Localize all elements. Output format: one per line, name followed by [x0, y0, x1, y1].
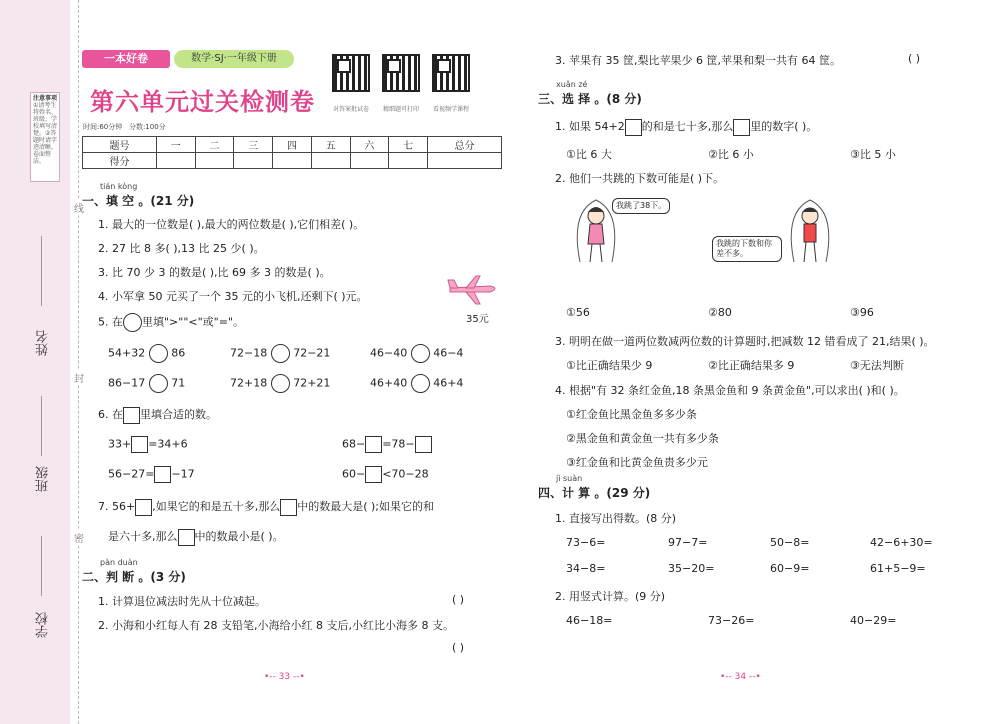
answer-circle[interactable]: [123, 313, 142, 332]
calc-item: 73−26=: [708, 614, 755, 627]
equation-part: −17: [171, 467, 195, 481]
calc-item: 40−29=: [850, 614, 897, 627]
compare-right: 72−21: [293, 346, 331, 360]
calc-item: 73−6=: [566, 536, 606, 549]
answer-circle[interactable]: [411, 374, 430, 393]
option[interactable]: ③无法判断: [850, 359, 904, 372]
answer-circle[interactable]: [411, 344, 430, 363]
question-7-text: 是六十多,那么: [108, 530, 178, 543]
option[interactable]: ②黑金鱼和黄金鱼一共有多少条: [566, 432, 719, 445]
binding-word-line: 线: [74, 200, 84, 215]
choice-1-text: 里的数字( )。: [750, 120, 818, 133]
calc-item: 35−20=: [668, 562, 715, 575]
compare-item: [370, 344, 463, 363]
judge-1: 1. 计算退位减法时先从十位减起。: [98, 595, 266, 608]
brand-badge: 一本好卷: [82, 50, 170, 68]
fill-equation: [108, 436, 188, 453]
time-limit: 时间:60分钟: [83, 123, 123, 131]
qr-caption: 对答案批试卷: [332, 106, 369, 113]
calc-item: 97−7=: [668, 536, 708, 549]
choice-4: 4. 根据"有 32 条红金鱼,18 条黑金鱼和 9 条黄金鱼",可以求出( )和( )。: [555, 384, 905, 397]
section-title-calc: 四、计 算 。(29 分): [538, 486, 651, 500]
school-line: [41, 536, 42, 596]
compare-right: 72+21: [293, 376, 331, 390]
score-table-cell: 二: [195, 137, 234, 153]
fill-equation: [342, 436, 432, 453]
name-label: 姓名: [36, 330, 51, 356]
binding-dashed-line: [78, 0, 79, 724]
question-5-text: 里填">""<"或"="。: [142, 315, 245, 329]
qr-caption: 精细题可打印: [382, 106, 419, 113]
score-input-cell[interactable]: [195, 153, 234, 169]
option[interactable]: ③比 5 小: [850, 148, 896, 161]
question-1: 1. 最大的一位数是( ),最大的两位数是( ),它们相差( )。: [98, 218, 365, 231]
exam-notes: [30, 92, 60, 182]
section-pinyin: xuǎn zé: [556, 80, 588, 89]
equation-part: =78−: [382, 437, 415, 451]
score-table-row: [83, 153, 502, 169]
equation-part: 60−: [342, 467, 366, 481]
answer-box[interactable]: [123, 407, 140, 424]
score-input-cell[interactable]: [273, 153, 312, 169]
equation-part: =34+6: [148, 437, 188, 451]
total-score: 分数:100分: [128, 123, 166, 131]
score-table-cell: 七: [389, 137, 428, 153]
page-number: 33: [278, 672, 291, 682]
question-2: 2. 27 比 8 多( ),13 比 25 少( )。: [98, 242, 265, 255]
question-3: 3. 比 70 少 3 的数是( ),比 69 多 3 的数是( )。: [98, 266, 331, 279]
section-title-judge: 二、判 断 。(3 分): [82, 570, 186, 584]
exam-header: [82, 46, 502, 118]
score-table-cell: 总分: [427, 137, 501, 153]
answer-circle[interactable]: [271, 374, 290, 393]
judge-3-blank[interactable]: ( ): [908, 52, 921, 65]
question-5: [98, 313, 244, 332]
calc-item: 61+5−9=: [870, 562, 926, 575]
score-input-cell[interactable]: [427, 153, 501, 169]
calc-item: 60−9=: [770, 562, 810, 575]
score-table: [82, 136, 502, 169]
question-7-cont: [108, 528, 284, 546]
series-badge: 数学·SJ·一年级下册: [174, 50, 294, 68]
toy-plane-icon: [446, 274, 502, 308]
compare-item: [230, 374, 330, 393]
compare-left: 46+40: [370, 376, 408, 390]
score-input-cell[interactable]: [156, 153, 195, 169]
option[interactable]: ②比正确结果多 9: [708, 359, 795, 372]
exam-title: 第六单元过关检测卷: [90, 88, 315, 116]
question-6-text: 里填合适的数。: [140, 408, 217, 421]
calc-item: 42−6+30=: [870, 536, 933, 549]
notes-body: ①请考生将姓名、班级、学校填写清楚。②答题时请字迹清晰，卷面整洁。: [33, 102, 58, 165]
choice-2: 2. 他们一共跳的下数可能是( )下。: [555, 172, 725, 185]
option[interactable]: ②80: [708, 306, 732, 319]
answer-box[interactable]: [365, 436, 382, 453]
binding-word-seal: 封: [74, 370, 84, 385]
option[interactable]: ①56: [566, 306, 590, 319]
score-table-cell: 题号: [83, 137, 157, 153]
section-pinyin: tián kòng: [100, 182, 138, 191]
score-input-cell[interactable]: [234, 153, 273, 169]
page-number-right: •-- 34 --•: [720, 672, 761, 682]
score-input-cell[interactable]: [311, 153, 350, 169]
compare-left: 72−18: [230, 346, 268, 360]
score-table-cell: 一: [156, 137, 195, 153]
score-row-label: 得分: [83, 153, 157, 169]
compare-item: [230, 344, 330, 363]
judge-3: 3. 苹果有 35 筐,梨比苹果少 6 筐,苹果和梨一共有 64 筐。: [555, 54, 841, 67]
equation-part: 33+: [108, 437, 132, 451]
answer-box[interactable]: [415, 436, 432, 453]
judge-2: 2. 小海和小红每人有 28 支铅笔,小海给小红 8 支后,小红比小海多 8 支。: [98, 619, 454, 632]
choice-3: 3. 明明在做一道两位数减两位数的计算题时,把减数 12 错看成了 21,结果( )。: [555, 335, 935, 348]
compare-item: [108, 374, 185, 393]
section-pinyin: pàn duàn: [100, 558, 138, 567]
qr-caption: 看视频学课程: [432, 106, 469, 113]
name-line: [41, 236, 42, 306]
calc-item: 46−18=: [566, 614, 613, 627]
compare-right: 46+4: [433, 376, 464, 390]
option[interactable]: ①红金鱼比黑金鱼多多少条: [566, 408, 697, 421]
compare-right: 71: [171, 376, 186, 390]
score-table-head: [83, 137, 502, 153]
compare-right: 86: [171, 346, 186, 360]
question-7-text: ,如果它的和是五十多,那么: [152, 500, 281, 513]
compare-item: [108, 344, 185, 363]
answer-circle[interactable]: [271, 344, 290, 363]
qr-code-icon[interactable]: [382, 54, 420, 92]
question-5-text: 5. 在: [98, 315, 123, 329]
boy-jump-rope-icon: [780, 192, 840, 272]
compare-left: 72+18: [230, 376, 268, 390]
section-title-fill: 一、填 空 。(21 分): [82, 194, 195, 208]
answer-box[interactable]: [178, 529, 195, 546]
question-7-text: 中的数最大是( );如果它的和: [297, 500, 435, 513]
fill-equation: [108, 466, 195, 483]
question-6: [98, 406, 217, 424]
equation-part: 56−27=: [108, 467, 155, 481]
page-number-left: •-- 33 --•: [264, 672, 305, 682]
compare-left: 54+32: [108, 346, 146, 360]
qr-code-icon[interactable]: [332, 54, 370, 92]
section-pinyin: jì suàn: [556, 474, 583, 483]
class-line: [41, 396, 42, 456]
calc-item: 34−8=: [566, 562, 606, 575]
answer-box[interactable]: [733, 119, 750, 136]
answer-box[interactable]: [154, 466, 171, 483]
qr-code-icon[interactable]: [432, 54, 470, 92]
compare-right: 46−4: [433, 346, 464, 360]
calc-2: 2. 用竖式计算。(9 分): [555, 590, 666, 603]
option[interactable]: ③96: [850, 306, 874, 319]
question-7: [98, 498, 434, 516]
answer-box[interactable]: [135, 499, 152, 516]
school-label: 学校: [36, 612, 51, 638]
page-number: 34: [734, 672, 747, 682]
compare-left: 46−40: [370, 346, 408, 360]
speech-bubble-girl: 我跳了38下。: [612, 198, 670, 214]
calc-item: 50−8=: [770, 536, 810, 549]
answer-box[interactable]: [131, 436, 148, 453]
exam-meta: [83, 122, 166, 132]
score-input-cell[interactable]: [389, 153, 428, 169]
answer-box[interactable]: [280, 499, 297, 516]
score-table-cell: 五: [311, 137, 350, 153]
answer-circle[interactable]: [149, 374, 168, 393]
score-table-cell: 三: [234, 137, 273, 153]
question-6-text: 6. 在: [98, 408, 123, 421]
question-7-text: 中的数最小是( )。: [194, 530, 284, 543]
class-label: 班级: [36, 466, 51, 492]
binding-word-secret: 密: [74, 530, 84, 545]
question-7-text: 7. 56+: [98, 500, 136, 513]
speech-bubble-boy: 我跳的下数和你差不多。: [712, 236, 782, 262]
option[interactable]: ①比 6 大: [566, 148, 612, 161]
answer-circle[interactable]: [149, 344, 168, 363]
compare-item: [370, 374, 463, 393]
plane-price: 35元: [466, 314, 489, 325]
choice-1-text: 的和是七十多,那么: [641, 120, 734, 133]
calc-1: 1. 直接写出得数。(8 分): [555, 512, 677, 525]
notes-title: 注意事项: [33, 95, 58, 102]
answer-box[interactable]: [365, 466, 382, 483]
score-input-cell[interactable]: [350, 153, 389, 169]
option[interactable]: ②比 6 小: [708, 148, 754, 161]
question-4: 4. 小军拿 50 元买了一个 35 元的小飞机,还剩下( )元。: [98, 290, 368, 303]
equation-part: <70−28: [382, 467, 429, 481]
choice-1-text: 1. 如果 54+2: [555, 120, 625, 133]
option[interactable]: ①比正确结果少 9: [566, 359, 653, 372]
score-table-cell: 四: [273, 137, 312, 153]
answer-box[interactable]: [625, 119, 642, 136]
section-title-choice: 三、选 择 。(8 分): [538, 92, 642, 106]
judge-2-blank[interactable]: ( ): [452, 641, 465, 654]
fill-equation: [342, 466, 429, 483]
compare-left: 86−17: [108, 376, 146, 390]
choice-1: [555, 118, 817, 136]
score-table-cell: 六: [350, 137, 389, 153]
option[interactable]: ③红金鱼和比黄金鱼贵多少元: [566, 456, 708, 469]
judge-1-blank[interactable]: ( ): [452, 593, 465, 606]
equation-part: 68−: [342, 437, 366, 451]
